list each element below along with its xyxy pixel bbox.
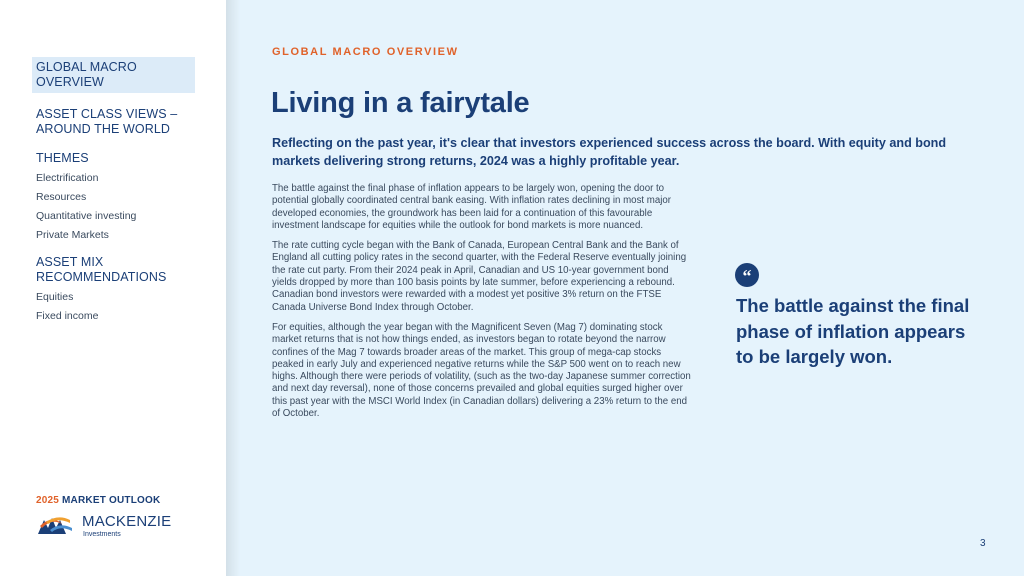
nav-fixed-income[interactable]: Fixed income — [36, 310, 99, 322]
nav-global-macro-overview[interactable]: GLOBAL MACRO OVERVIEW — [32, 57, 195, 93]
outlook-text: MARKET OUTLOOK — [62, 495, 161, 506]
svg-text:“: “ — [742, 266, 752, 286]
lede-paragraph: Reflecting on the past year, it's clear that investors experienced success across the board. With equity and bond markets delivering strong returns, 2024 was a highly profitable year. — [272, 136, 947, 168]
body-paragraph-1: The battle against the final phase of inflation appears to be largely won, opening the door to potential globally coordinated central bank easing. With inflation rates declining in most major developed economies, the groundwork has been laid for a continuation of this favourable investment landscape for equities while the outlook for bond markets is more nuanced. — [272, 183, 672, 231]
body-paragraph-2: The rate cutting cycle began with the Bank of Canada, European Central Bank and the Bank of England all cutting policy rates in the second quarter, with the Federal Reserve eventually joining the rate cut party. From their 2024 peak in April, Canadian and US 10-year government bond yields dropped by more than 100 basis points by late summer, before experiencing a rebound. Canadian bond investors were rewarded with a modest yet positive 3% return on the FTSE Canada Universe Bond Index through October. — [272, 240, 687, 313]
nav-resources[interactable]: Resources — [36, 191, 87, 203]
quote-icon — [735, 263, 759, 287]
page-number: 3 — [980, 538, 986, 549]
market-outlook-label — [36, 495, 160, 506]
sidebar-shadow — [226, 0, 240, 576]
section-eyebrow: GLOBAL MACRO OVERVIEW — [272, 46, 459, 58]
nav-asset-class-views[interactable]: ASSET CLASS VIEWS – AROUND THE WORLD — [36, 107, 178, 136]
logo-subtitle: Investments — [83, 531, 121, 538]
mackenzie-logo — [36, 512, 176, 540]
sidebar-nav — [32, 57, 195, 323]
body-paragraph-3: For equities, although the year began with the Magnificent Seven (Mag 7) dominating stock market returns that is not how things ended, as investors began to rotate beyond the narrow confines of the Mag 7 towards broader areas of the market. This group of mega-cap stocks peaked in early July and experienced negative returns while the S&P 500 went on to reach new highs. Although there were periods of volatility, (such as the two-day Japanese summer correction and next day reversal), none of those concerns prevailed and global equities surged higher over this past year with the MSCI World Index (in Canadian dollars) delivering a 23% return to the end of October. — [272, 321, 691, 420]
sidebar — [0, 0, 226, 576]
page-title: Living in a fairytale — [271, 87, 530, 119]
nav-asset-mix-recommendations[interactable]: ASSET MIX RECOMMENDATIONS — [36, 255, 167, 284]
nav-equities[interactable]: Equities — [36, 291, 74, 303]
nav-private-markets[interactable]: Private Markets — [36, 229, 109, 241]
mackenzie-logo-icon — [36, 512, 76, 538]
outlook-year: 2025 — [36, 495, 60, 506]
nav-electrification[interactable]: Electrification — [36, 172, 99, 184]
nav-quantitative-investing[interactable]: Quantitative investing — [36, 210, 137, 222]
nav-themes[interactable]: THEMES — [36, 151, 89, 165]
logo-wordmark: MACKENZIE — [82, 513, 172, 530]
pull-quote: The battle against the final phase of inflation appears to be largely won. — [736, 295, 970, 367]
body-text — [272, 183, 692, 428]
